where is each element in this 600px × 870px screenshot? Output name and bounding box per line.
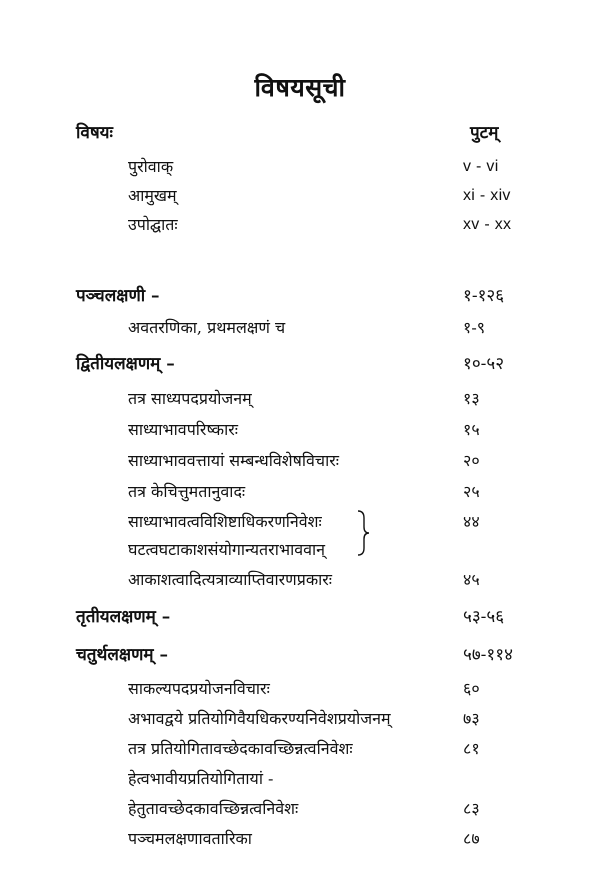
toc-entry-page: १३ (463, 389, 480, 408)
toc-entry (0, 416, 600, 444)
toc-entry (0, 447, 600, 475)
toc-entry-front-preface (0, 153, 600, 181)
column-header-row (0, 119, 600, 147)
toc-entry (0, 705, 600, 733)
toc-entry-front-foreword (0, 182, 600, 210)
toc-section-heading (0, 641, 600, 669)
toc-entry-label: आकाशत्वादित्यत्राव्याप्तिवारणप्रकारः (128, 570, 333, 589)
toc-entry (0, 314, 600, 342)
toc-entry-page: ४४ (463, 512, 480, 531)
toc-entry-page: xv - xx (463, 216, 512, 233)
toc-entry (0, 765, 600, 793)
toc-entry-label: अभावद्वये प्रतियोगिवैयधिकरण्यनिवेशप्रयोजनम् (128, 709, 391, 728)
toc-entry-label: तत्र प्रतियोगितावच्छेदकावच्छिन्नत्वनिवेशः (128, 739, 353, 758)
toc-entry-label: हेतुतावच्छेदकावच्छिन्नत्वनिवेशः (128, 799, 299, 818)
toc-entry-label: तत्र केचित्तुमतानुवादः (128, 482, 246, 501)
column-header-topic: विषयः (76, 123, 113, 143)
toc-entry (0, 508, 600, 536)
toc-entry-label: अवतरणिका, प्रथमलक्षणं च (128, 318, 286, 337)
column-header-page: पुटम् (470, 123, 499, 143)
toc-section-label: चतुर्थलक्षणम् – (76, 645, 168, 665)
toc-entry-label: साध्याभावत्वविशिष्टाधिकरणनिवेशः (128, 512, 322, 531)
toc-entry-page: २० (463, 451, 480, 470)
toc-entry-page: v - vi (463, 158, 499, 175)
toc-entry-label: हेत्वभावीयप्रतियोगितायां - (128, 769, 274, 788)
toc-entry (0, 536, 600, 564)
toc-entry-page: २५ (463, 482, 480, 501)
toc-entry (0, 735, 600, 763)
toc-section-page: ५३-५६ (463, 607, 505, 627)
toc-entry-page: ७३ (463, 709, 480, 728)
toc-entry (0, 795, 600, 823)
toc-section-label: पञ्चलक्षणी – (76, 286, 160, 306)
toc-section-page: ५७-११४ (463, 645, 513, 665)
toc-entry-page: ४५ (463, 570, 480, 589)
toc-section-label: तृतीयलक्षणम् – (76, 607, 171, 627)
toc-entry-label: साध्याभावपरिष्कारः (128, 420, 239, 439)
toc-entry-page: ८३ (463, 799, 480, 818)
toc-entry-label: घटत्वघटाकाशसंयोगान्यतराभाववान् (128, 540, 326, 559)
toc-section-heading (0, 603, 600, 631)
toc-entry (0, 825, 600, 853)
toc-section-label: द्वितीयलक्षणम् – (76, 354, 175, 374)
toc-entry-label: पञ्चमलक्षणावतारिका (128, 829, 252, 848)
toc-entry-label: साकल्यपदप्रयोजनविचारः (128, 679, 270, 698)
toc-entry (0, 675, 600, 703)
toc-entry-page: १-९ (463, 318, 486, 337)
curly-brace-icon (356, 510, 370, 556)
toc-entry-label: आमुखम् (128, 186, 177, 205)
toc-entry-label: साध्याभाववत्तायां सम्बन्धविशेषविचारः (128, 451, 340, 470)
toc-entry-label: तत्र साध्यपदप्रयोजनम् (128, 389, 252, 408)
toc-entry-front-introduction (0, 211, 600, 239)
toc-section-heading (0, 350, 600, 378)
toc-entry-page: xi - xiv (463, 187, 511, 204)
toc-section-page: १०-५२ (463, 354, 505, 374)
toc-entry-page: ६० (463, 679, 480, 698)
toc-entry-page: १५ (463, 420, 480, 439)
toc-entry-page: ८१ (463, 739, 480, 758)
toc-entry-page: ८७ (463, 829, 480, 848)
toc-entry (0, 385, 600, 413)
toc-entry (0, 478, 600, 506)
toc-section-heading (0, 282, 600, 310)
toc-entry-label: पुरोवाक् (128, 157, 174, 176)
toc-entry-label: उपोद्घातः (128, 215, 178, 234)
page-title: विषयसूची (254, 73, 346, 102)
toc-section-page: १-१२६ (463, 286, 505, 306)
toc-entry (0, 566, 600, 594)
